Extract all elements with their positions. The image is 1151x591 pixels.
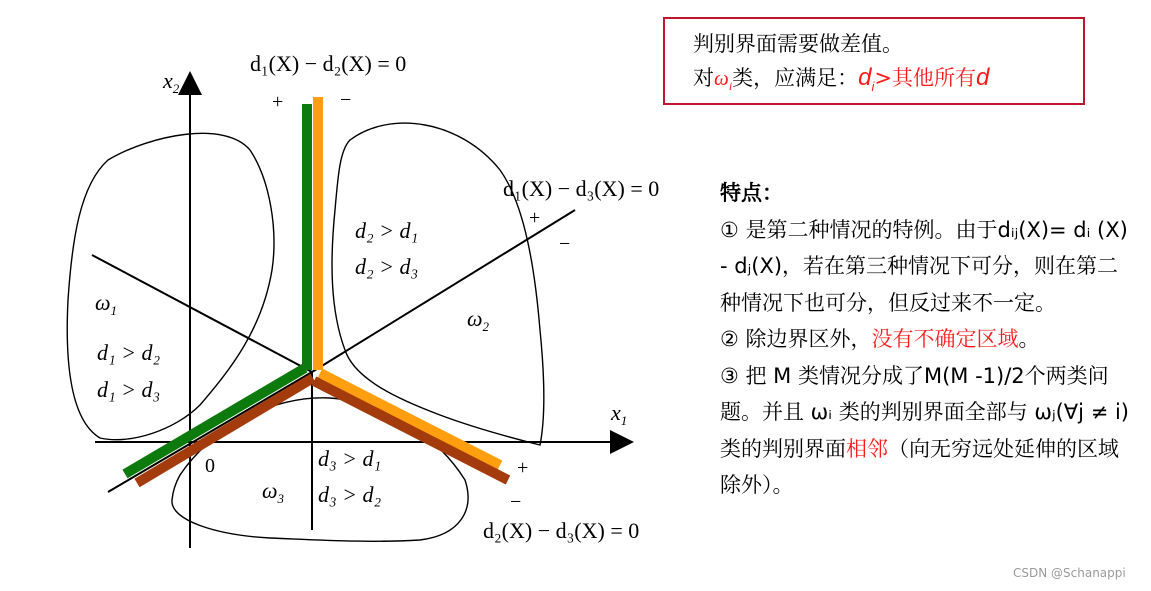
d-i-symbol: $d_i$	[858, 64, 875, 94]
region2-rule1: d₂ > d₁	[355, 218, 419, 243]
class-omega3-label: $\omega_3$	[262, 478, 285, 506]
note-mid: 类，应满足：	[732, 66, 859, 90]
feature-3: ③ 把 M 类情况分成了M(M -1)/2个两类问题。并且 ωᵢ 类的判别界面全部与 ωⱼ(∀j ≠ i) 类的判别界面相邻（向无穷远处延伸的区域除外）。	[720, 363, 1129, 497]
note-box	[663, 17, 1085, 105]
watermark: CSDN @Schanappi	[1013, 566, 1126, 580]
minus-sign-13: −	[559, 233, 571, 255]
note-condition: >其他所有	[874, 66, 977, 90]
plus-sign-23: +	[517, 457, 529, 479]
region1-rule2: d₁ > d₃	[97, 377, 161, 402]
note-line-2	[693, 61, 1083, 104]
boundary-12-label: d₁(X) − d₂(X) = 0	[250, 51, 407, 76]
feature-2-highlight: 没有不确定区域	[871, 327, 1019, 351]
class-omega1-label: $\omega_1$	[95, 290, 118, 318]
plus-sign-13: +	[529, 207, 541, 229]
region1-rule1: d₁ > d₂	[97, 340, 161, 365]
boundary-brown-lower	[137, 378, 313, 483]
region2-rule2: d₂ > d₃	[355, 254, 419, 279]
boundary-23-label: d₂(X) − d₃(X) = 0	[483, 518, 640, 543]
origin-label: 0	[205, 455, 215, 477]
note-prefix: 对	[693, 66, 714, 90]
region3-rule1: d₃ > d₁	[318, 446, 382, 471]
x1-axis-label: $x_1$	[611, 400, 628, 428]
features-title: 特点：	[720, 181, 783, 205]
boundary-13-label: d₁(X) − d₃(X) = 0	[503, 176, 660, 201]
feature-3-highlight: 相邻	[846, 436, 888, 461]
note-line-1: 判别界面需要做差值。	[693, 32, 903, 56]
omega-i-symbol: $\omega_i$	[714, 66, 733, 94]
minus-sign-23: −	[510, 491, 522, 513]
region3-rule2: d₃ > d₂	[318, 482, 382, 507]
features-panel	[720, 175, 1130, 504]
feature-1: ① 是第二种情况的特例。由于dᵢⱼ(X)= dᵢ (X) - dⱼ(X)，若在第三种情况下可分，则在第二种情况下也可分，但反过来不一定。	[720, 217, 1128, 315]
minus-sign-12: −	[340, 89, 352, 111]
plus-sign-12: +	[272, 91, 284, 113]
x2-axis-label: $x_2$	[163, 68, 180, 96]
feature-2: ② 除边界区外，没有不确定区域。	[720, 327, 1040, 351]
d-symbol: d	[976, 64, 990, 91]
class-omega2-label: $\omega_2$	[467, 306, 490, 334]
